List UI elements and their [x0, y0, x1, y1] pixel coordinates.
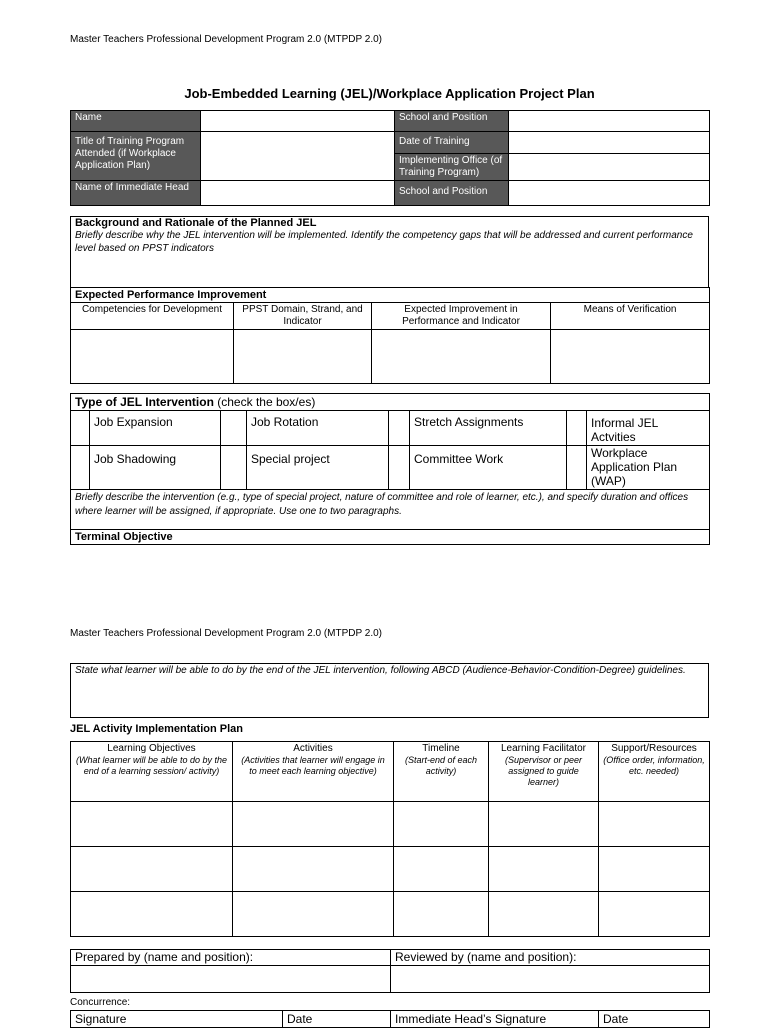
- immediate-head-label: Name of Immediate Head: [71, 181, 201, 206]
- plan-cell[interactable]: [394, 892, 489, 937]
- col-competencies: Competencies for Development: [71, 303, 234, 330]
- option-wap: Workplace Application Plan (WAP): [587, 446, 710, 490]
- means-verification-field[interactable]: [551, 330, 710, 384]
- checkbox-job-rotation[interactable]: [221, 411, 247, 446]
- immediate-head-field[interactable]: [201, 181, 395, 206]
- name-label: Name: [71, 111, 201, 132]
- school-position-field[interactable]: [509, 111, 710, 132]
- name-field[interactable]: [201, 111, 395, 132]
- plan-cell[interactable]: [599, 802, 710, 847]
- background-instruction: Briefly describe why the JEL intervention will be implemented. Identify the competency gaps that will be addressed and current performance level based on PPST indicators: [75, 230, 693, 254]
- col-learning-facilitator-note: (Supervisor or peer assigned to guide learner): [504, 755, 583, 787]
- page-title: Job-Embedded Learning (JEL)/Workplace Application Project Plan: [184, 86, 595, 101]
- date-training-label: Date of Training: [395, 132, 509, 154]
- head-signature-label: Immediate Head’s Signature: [391, 1011, 599, 1028]
- plan-cell[interactable]: [71, 802, 233, 847]
- col-support-resources: [599, 742, 710, 802]
- col-timeline-note: (Start-end of each activity): [404, 755, 478, 776]
- expected-improvement-field[interactable]: [372, 330, 551, 384]
- checkbox-job-expansion[interactable]: [71, 411, 90, 446]
- concurrence-table: [70, 1010, 710, 1028]
- col-learning-objectives: [71, 742, 233, 802]
- plan-cell[interactable]: [489, 847, 599, 892]
- expected-heading: Expected Performance Improvement: [71, 288, 710, 303]
- prepared-reviewed-table: [70, 949, 710, 993]
- col-support-resources-note: (Office order, information, etc. needed): [603, 755, 705, 776]
- option-job-shadowing: Job Shadowing: [90, 446, 221, 490]
- option-stretch-assignments: Stretch Assignments: [410, 411, 567, 446]
- checkbox-wap[interactable]: [567, 446, 587, 490]
- prepared-by-field[interactable]: [71, 966, 391, 993]
- intervention-heading-cell: [71, 394, 710, 411]
- option-job-expansion: Job Expansion: [90, 411, 221, 446]
- ppst-domain-field[interactable]: [234, 330, 372, 384]
- plan-cell[interactable]: [394, 847, 489, 892]
- implementing-office-label: Implementing Office (of Training Program): [395, 154, 509, 181]
- col-learning-objectives-note: (What learner will be able to do by the end of a learning session/ activity): [75, 755, 228, 776]
- col-means-verification: Means of Verification: [551, 303, 710, 330]
- training-title-label: Title of Training Program Attended (if Workplace Application Plan): [71, 132, 201, 181]
- terminal-objective-heading: Terminal Objective: [71, 530, 710, 545]
- option-informal-jel: Informal JEL Actvities: [587, 411, 710, 446]
- terminal-objective-box[interactable]: [70, 663, 709, 718]
- intervention-instruction: Briefly describe the intervention (e.g., type of special project, nature of committee and role of learner, etc.), and specify duration and offices where learner will be assigned, if appropriate. Use one to two paragraphs.: [71, 490, 710, 530]
- table-row: [71, 892, 710, 937]
- plan-cell[interactable]: [233, 847, 394, 892]
- intervention-heading: Type of JEL Intervention: [75, 395, 214, 409]
- checkbox-committee-work[interactable]: [389, 446, 410, 490]
- competencies-field[interactable]: [71, 330, 234, 384]
- implementation-plan-table: [70, 741, 710, 937]
- table-row: [71, 802, 710, 847]
- expected-improvement-table: [70, 287, 710, 384]
- col-activities-note: (Activities that learner will engage in to meet each learning objective): [241, 755, 385, 776]
- concurrence-label: Concurrence:: [70, 997, 131, 1008]
- plan-heading: JEL Activity Implementation Plan: [70, 723, 243, 735]
- option-committee-work: Committee Work: [410, 446, 567, 490]
- option-job-rotation: Job Rotation: [247, 411, 389, 446]
- intervention-table: [70, 393, 710, 545]
- prepared-by-label: Prepared by (name and position):: [71, 950, 391, 966]
- checkbox-special-project[interactable]: [221, 446, 247, 490]
- background-heading: Background and Rationale of the Planned JEL: [75, 217, 317, 229]
- checkbox-job-shadowing[interactable]: [71, 446, 90, 490]
- plan-cell[interactable]: [394, 802, 489, 847]
- plan-cell[interactable]: [233, 892, 394, 937]
- date-label-2: Date: [599, 1011, 710, 1028]
- date-training-field[interactable]: [509, 132, 710, 154]
- date-label-1: Date: [283, 1011, 391, 1028]
- plan-cell[interactable]: [233, 802, 394, 847]
- checkbox-informal-jel[interactable]: [567, 411, 587, 446]
- col-activities-title: Activities: [293, 743, 333, 754]
- school-position-label: School and Position: [395, 111, 509, 132]
- checkbox-stretch-assignments[interactable]: [389, 411, 410, 446]
- table-row: [71, 847, 710, 892]
- col-timeline-title: Timeline: [422, 743, 460, 754]
- plan-cell[interactable]: [489, 802, 599, 847]
- terminal-instruction: State what learner will be able to do by the end of the JEL intervention, following ABCD (Audience-Behavior-Condition-Degree) guidelines.: [75, 665, 686, 676]
- intervention-heading-note: (check the box/es): [217, 395, 316, 409]
- col-ppst-domain: PPST Domain, Strand, and Indicator: [234, 303, 372, 330]
- plan-cell[interactable]: [489, 892, 599, 937]
- page-header: Master Teachers Professional Development Program 2.0 (MTPDP 2.0): [70, 34, 382, 45]
- col-support-resources-title: Support/Resources: [611, 743, 697, 754]
- background-section: [70, 216, 709, 288]
- plan-cell[interactable]: [599, 892, 710, 937]
- school-position-label-2: School and Position: [395, 181, 509, 206]
- col-learning-objectives-title: Learning Objectives: [107, 743, 196, 754]
- col-activities: [233, 742, 394, 802]
- training-title-field[interactable]: [201, 132, 395, 181]
- plan-cell[interactable]: [599, 847, 710, 892]
- signature-label: Signature: [71, 1011, 283, 1028]
- plan-cell[interactable]: [71, 892, 233, 937]
- col-learning-facilitator: [489, 742, 599, 802]
- col-expected-improvement: Expected Improvement in Performance and Indicator: [372, 303, 551, 330]
- school-position-field-2[interactable]: [509, 181, 710, 206]
- page-header-2: Master Teachers Professional Development Program 2.0 (MTPDP 2.0): [70, 628, 382, 639]
- reviewed-by-field[interactable]: [391, 966, 710, 993]
- reviewed-by-label: Reviewed by (name and position):: [391, 950, 710, 966]
- implementing-office-field[interactable]: [509, 154, 710, 181]
- col-learning-facilitator-title: Learning Facilitator: [500, 743, 587, 754]
- plan-cell[interactable]: [71, 847, 233, 892]
- col-timeline: [394, 742, 489, 802]
- info-table: [70, 110, 710, 206]
- option-special-project: Special project: [247, 446, 389, 490]
